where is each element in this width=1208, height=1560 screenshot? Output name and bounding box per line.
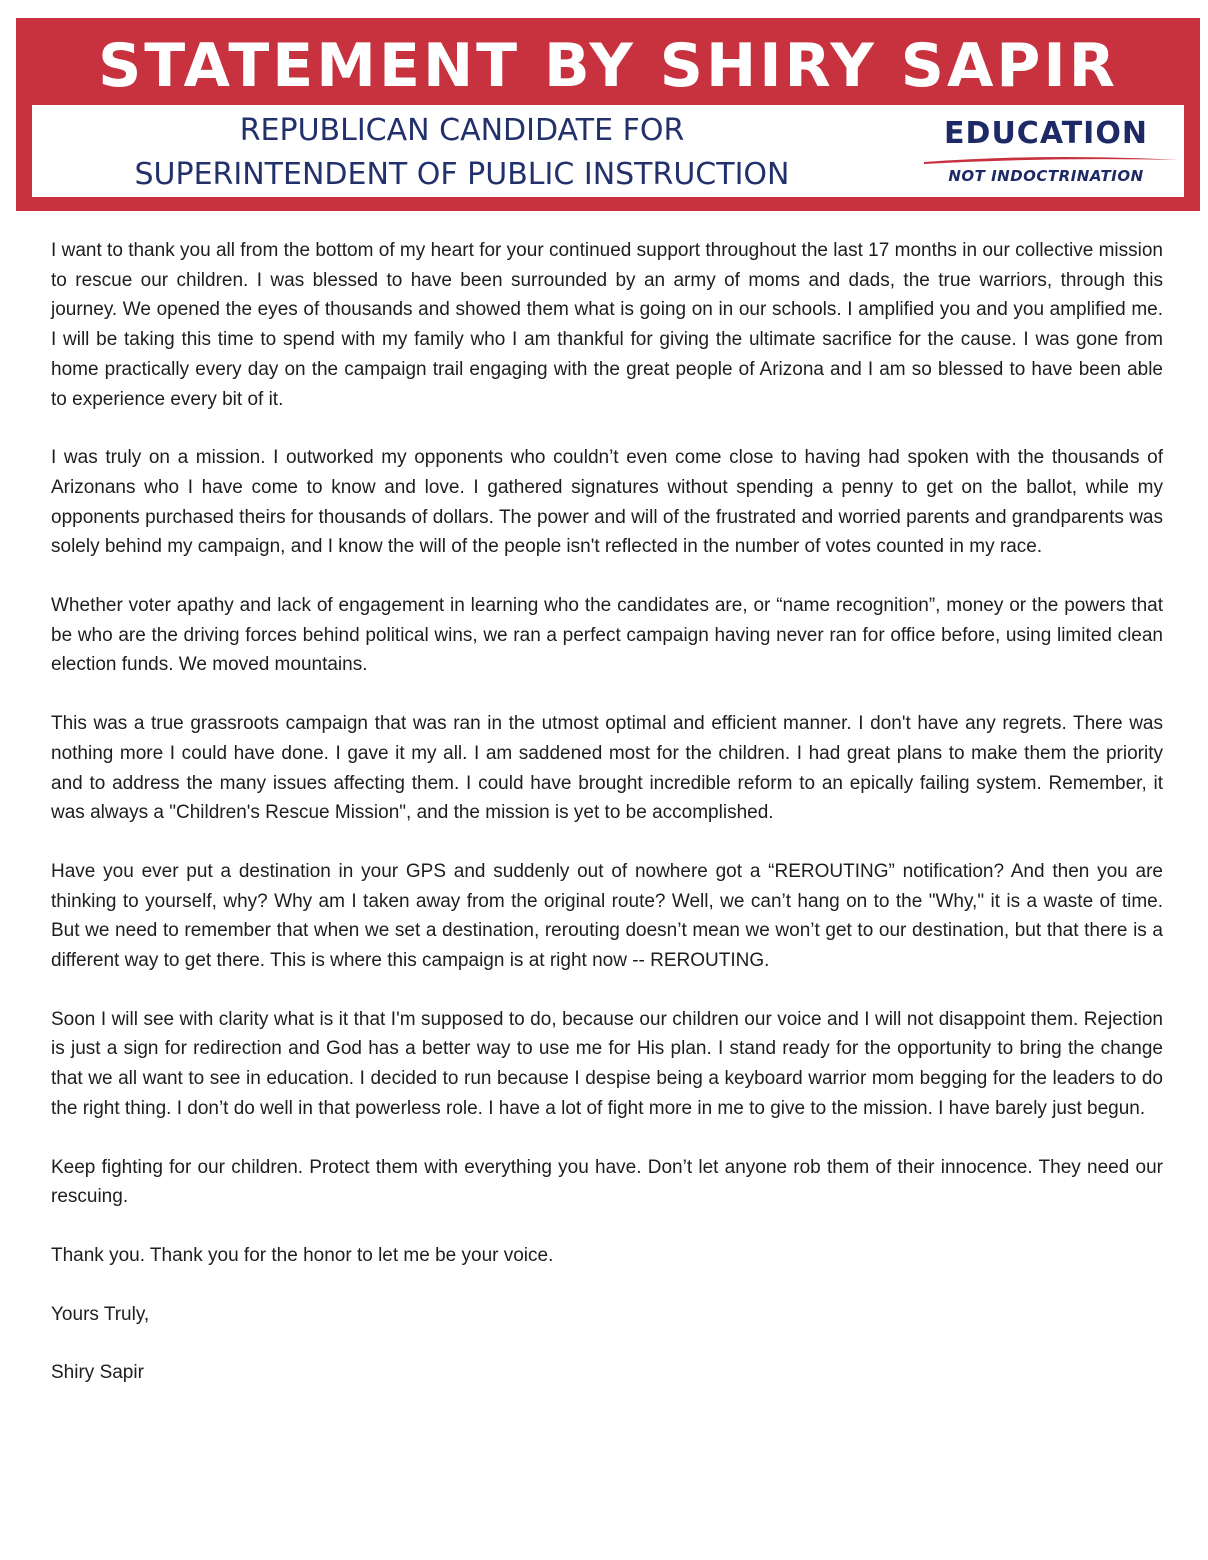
logo-main-text: EDUCATION xyxy=(944,116,1148,151)
paragraph-5: Have you ever put a destination in your GPS and suddenly out of nowhere got a “REROUTING” notification? And then you are thinking to yourself, why? Why am I taken away from the original route? Well, we can’t hang on to the "Why," it is a waste of time. But we need to remember that when we set a destination, rerouting doesn’t mean we won’t get to our destination, but that there is a different way to get there. This is where this campaign is at right now -- REROUTING. xyxy=(51,860,1163,972)
closing: Yours Truly, xyxy=(51,1303,150,1325)
candidate-subtitle xyxy=(52,109,872,197)
subtitle-line-1: REPUBLICAN CANDIDATE FOR xyxy=(239,113,685,148)
paragraph-6: Soon I will see with clarity what is it that I'm supposed to do, because our children our voice and I will not disappoint them. Rejection is just a sign for redirection and God has a better way to use me for His plan. I stand ready for the opportunity to bring the change that we all want to see in education. I decided to run because I despise being a keyboard warrior mom begging for the leaders to do the right thing. I don’t do well in that powerless role. I have a lot of fight more in me to give to the mission. I have barely just begun. xyxy=(51,1008,1163,1119)
paragraph-4: This was a true grassroots campaign that was ran in the utmost optimal and efficient manner. I don't have any regrets. There was nothing more I could have done. I gave it my all. I am saddened most for the children. I had great plans to make them the priority and to address the many issues affecting them. I could have brought incredible reform to an epically failing system. Remember, it was always a "Children's Rescue Mission", and the mission is yet to be accomplished. xyxy=(51,713,1163,824)
subtitle-line-2: SUPERINTENDENT OF PUBLIC INSTRUCTION xyxy=(134,157,790,192)
statement-body xyxy=(51,236,1163,1417)
subtitle-box xyxy=(32,105,1184,197)
education-logo xyxy=(916,115,1186,191)
page-title: STATEMENT BY SHIRY SAPIR xyxy=(98,31,1118,101)
paragraph-2: I was truly on a mission. I outworked my opponents who couldn’t even come close to having had spoken with the thousands of Arizonans who I have come to know and love. I gathered signatures without spending a penny to get on the ballot, while my opponents purchased theirs for thousands of dollars. The power and will of the frustrated and worried parents and grandparents was solely behind my campaign, and I know the will of the people isn't reflected in the number of votes counted in my race. xyxy=(51,447,1163,558)
paragraph-7: Keep fighting for our children. Protect them with everything you have. Don’t let anyone rob them of their innocence. They need our rescuing. xyxy=(51,1156,1163,1208)
paragraph-8: Thank you. Thank you for the honor to let me be your voice. xyxy=(51,1244,554,1266)
header-banner xyxy=(16,18,1200,211)
paragraph-3: Whether voter apathy and lack of engagement in learning who the candidates are, or “name recognition”, money or the powers that be who are the driving forces behind political wins, we ran a perfect campaign having never ran for office before, using limited clean election funds. We moved mountains. xyxy=(51,595,1163,676)
signature: Shiry Sapir xyxy=(51,1362,144,1384)
logo-sub-text: NOT INDOCTRINATION xyxy=(948,167,1144,185)
paragraph-1: I want to thank you all from the bottom of my heart for your continued support throughout the last 17 months in our collective mission to rescue our children. I was blessed to have been surrounded by an army of moms and dads, the true warriors, through this journey. We opened the eyes of thousands and showed them what is going on in our schools. I amplified you and you amplified me. I will be taking this time to spend with my family who I am thankful for giving the ultimate sacrifice for the cause. I was gone from home practically every day on the campaign trail engaging with the great people of Arizona and I am so blessed to have been able to experience every bit of it. xyxy=(51,240,1163,410)
